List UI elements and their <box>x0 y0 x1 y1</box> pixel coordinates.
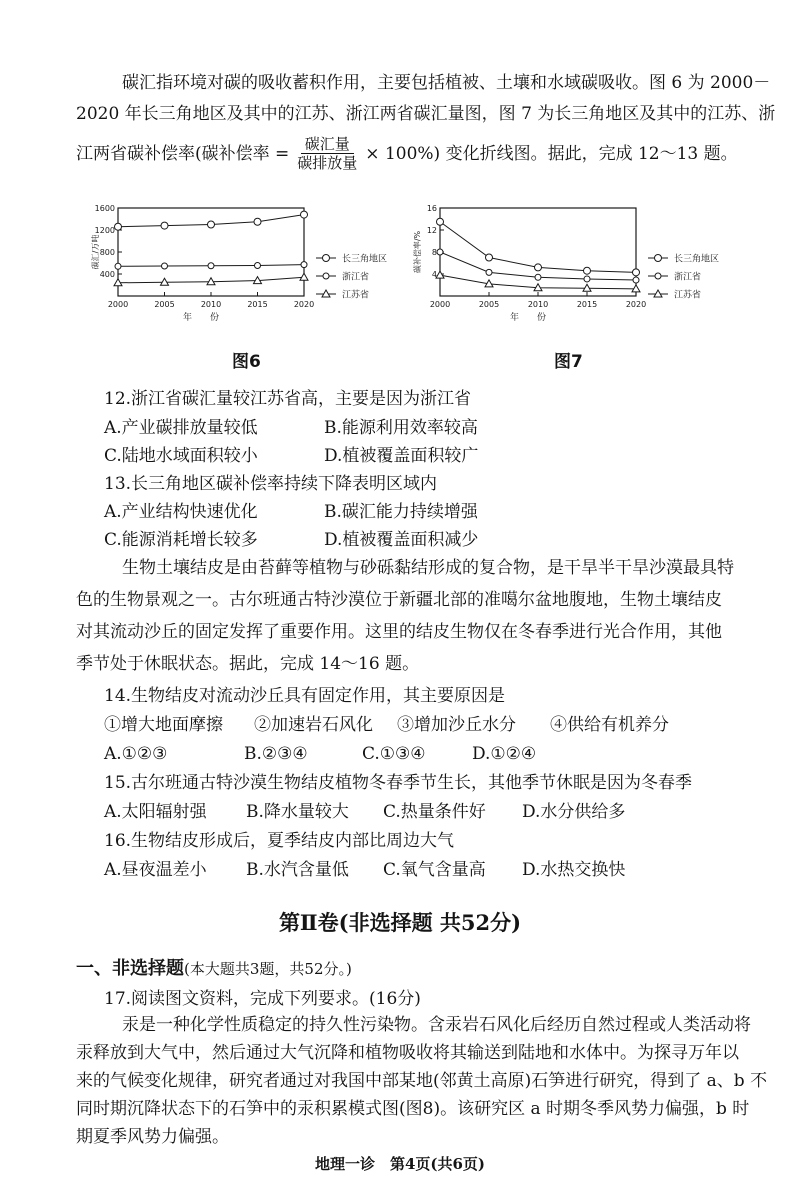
fig7-y-axis-label: 碳补偿率/% <box>413 230 422 274</box>
intro-line-3-pre: 江两省碳补偿率(碳补偿率 = <box>76 143 290 164</box>
fig6-x-tick-label: 2000 <box>107 300 129 309</box>
fig6-y-tick-label: 1200 <box>94 226 115 235</box>
fig6-x-tick-label: 2015 <box>247 300 268 309</box>
fig6-series-1-point <box>115 263 121 269</box>
intro-line-2: 2020 年长三角地区及其中的江苏、浙江两省碳汇量图，图 7 为长三角地区及其中的江苏、浙 <box>76 104 776 124</box>
fig7-legend-marker-1 <box>655 273 661 279</box>
q14-statement-4: ④供给有机养分 <box>550 715 669 735</box>
fig7-legend-marker-0 <box>655 255 662 262</box>
q17-line-5: 期夏季风势力偏强。 <box>76 1127 229 1147</box>
fig7-series-0-point <box>633 269 640 276</box>
q14-option-c: C.①③④ <box>362 744 426 764</box>
q13-option-b: B.碳汇能力持续增强 <box>324 502 478 522</box>
fig7-series-1-point <box>437 249 443 255</box>
fig7-legend-label-0: 长三角地区 <box>674 254 720 265</box>
fig6-y-tick-label: 400 <box>99 270 115 279</box>
fig7-series-1-point <box>633 277 639 283</box>
fig6-x-tick-label: 2005 <box>154 300 175 309</box>
q13-stem: 13.长三角地区碳补偿率持续下降表明区域内 <box>104 474 438 494</box>
fig6-x-axis-label: 年 份 <box>182 313 220 323</box>
fig7-legend-label-1: 浙江省 <box>674 272 702 283</box>
figure-6-caption: 图6 <box>232 352 261 372</box>
fig7-y-tick-label: 8 <box>431 248 437 257</box>
figure-6-chart <box>80 198 410 338</box>
q14-statement-3: ③增加沙丘水分 <box>397 715 516 735</box>
q17-line-3: 来的气候变化规律，研究者通过对我国中部某地(邻黄土高原)石笋进行研究，得到了 a、b 不 <box>76 1071 768 1091</box>
fig7-series-0-point <box>535 264 542 271</box>
intro-line-1: 碳汇指环境对碳的吸收蓄积作用，主要包括植被、土壤和水域碳吸收。图 6 为 2000－ <box>122 73 771 93</box>
q13-option-a: A.产业结构快速优化 <box>104 502 258 522</box>
part-1-heading <box>76 954 352 980</box>
q12-option-a: A.产业碳排放量较低 <box>104 418 258 438</box>
part-1-subtitle: (本大题共3题，共52分。) <box>184 960 352 978</box>
q16-stem: 16.生物结皮形成后，夏季结皮内部比周边大气 <box>104 831 455 851</box>
fig7-series-1-point <box>584 276 590 282</box>
q12-stem: 12.浙江省碳汇量较江苏省高，主要是因为浙江省 <box>104 389 472 409</box>
fig7-y-tick-label: 16 <box>426 204 437 213</box>
fig7-series-0-point <box>486 254 493 261</box>
fig7-series-1-point <box>486 269 492 275</box>
fraction-denominator: 碳排放量 <box>297 154 358 172</box>
fig7-series-2-point <box>436 271 444 278</box>
fig6-legend-label-2: 江苏省 <box>342 290 370 301</box>
fig6-series-2-point <box>300 273 308 280</box>
fig6-legend-label-0: 长三角地区 <box>342 254 388 265</box>
section-2-title: 第Ⅱ卷(非选择题 共52分) <box>278 910 522 935</box>
passage2-line-4: 季节处于休眠状态。据此，完成 14～16 题。 <box>76 654 420 674</box>
q15-option-d: D.水分供给多 <box>522 802 626 822</box>
fig6-series-0-point <box>208 221 215 228</box>
fig6-y-axis-label: 碳汇/万吨 <box>91 234 100 270</box>
fig7-x-tick-label: 2000 <box>429 300 451 309</box>
fig6-series-0-point <box>115 223 122 230</box>
q15-option-c: C.热量条件好 <box>383 802 486 822</box>
fig7-x-axis-label: 年 份 <box>509 313 547 323</box>
q17-line-4: 同时期沉降状态下的石笋中的汞积累模式图(图8)。该研究区 a 时期冬季风势力偏强，b 时 <box>76 1099 750 1119</box>
q16-option-c: C.氧气含量高 <box>383 860 486 880</box>
q13-option-d: D.植被覆盖面积减少 <box>324 530 479 550</box>
q16-option-d: D.水热交换快 <box>522 860 626 880</box>
fig6-series-1-point <box>208 263 214 269</box>
fig6-series-0-point <box>301 211 308 218</box>
q14-option-a: A.①②③ <box>104 744 168 764</box>
fig7-series-0-point <box>437 218 444 225</box>
figure-7-caption: 图7 <box>554 352 583 372</box>
q13-option-c: C.能源消耗增长较多 <box>104 530 258 550</box>
q15-option-a: A.太阳辐射强 <box>104 802 207 822</box>
fig7-x-tick-label: 2010 <box>527 300 549 309</box>
q17-stem: 17.阅读图文资料，完成下列要求。(16分) <box>104 989 421 1009</box>
fig7-series-1-point <box>535 274 541 280</box>
fig7-x-tick-label: 2020 <box>625 300 647 309</box>
fig6-legend-label-1: 浙江省 <box>342 272 370 283</box>
fig6-x-tick-label: 2010 <box>200 300 222 309</box>
fig6-legend-marker-0 <box>323 255 330 262</box>
fig6-series-1-point <box>162 263 168 269</box>
carbon-ratio-fraction <box>293 135 361 172</box>
fraction-numerator: 碳汇量 <box>301 135 354 154</box>
q14-option-d: D.①②④ <box>472 744 537 764</box>
q12-option-d: D.植被覆盖面积较广 <box>324 446 479 466</box>
fig6-series-1-point <box>255 262 261 268</box>
q12-option-c: C.陆地水域面积较小 <box>104 446 258 466</box>
figure-7-chart <box>410 198 720 338</box>
fig6-y-tick-label: 800 <box>99 248 115 257</box>
fig6-x-tick-label: 2020 <box>293 300 315 309</box>
page-footer: 地理一诊 第4页(共6页) <box>314 1155 486 1173</box>
fig7-x-tick-label: 2005 <box>478 300 500 309</box>
q15-option-b: B.降水量较大 <box>246 802 349 822</box>
q12-option-b: B.能源利用效率较高 <box>324 418 478 438</box>
q14-stem: 14.生物结皮对流动沙丘具有固定作用，其主要原因是 <box>104 686 506 706</box>
part-1-title: 一、非选择题 <box>76 958 184 979</box>
passage2-line-3: 对其流动沙丘的固定发挥了重要作用。这里的结皮生物仅在冬春季进行光合作用，其他 <box>76 622 722 642</box>
fig7-y-tick-label: 4 <box>431 270 437 279</box>
fig6-y-tick-label: 1600 <box>94 204 115 213</box>
fig6-series-0-point <box>254 218 261 225</box>
fig6-series-1-point <box>301 262 307 268</box>
q14-statement-1: ①增大地面摩擦 <box>104 715 223 735</box>
fig7-series-0-point <box>584 267 591 274</box>
q14-statement-2: ②加速岩石风化 <box>254 715 373 735</box>
intro-line-3-post: × 100%) 变化折线图。据此，完成 12～13 题。 <box>365 143 738 164</box>
q16-option-b: B.水汽含量低 <box>246 860 349 880</box>
q17-line-2: 汞释放到大气中，然后通过大气沉降和植物吸收将其输送到陆地和水体中。为探寻万年以 <box>76 1043 739 1063</box>
fig7-y-tick-label: 12 <box>426 226 437 235</box>
intro-line-3 <box>76 135 738 172</box>
fig6-series-0-point <box>161 222 168 229</box>
fig7-x-tick-label: 2015 <box>576 300 598 309</box>
q17-line-1: 汞是一种化学性质稳定的持久性污染物。含汞岩石风化后经历自然过程或人类活动将 <box>122 1015 751 1035</box>
passage2-line-2: 色的生物景观之一。古尔班通古特沙漠位于新疆北部的准噶尔盆地腹地，生物土壤结皮 <box>76 590 722 610</box>
q14-option-b: B.②③④ <box>244 744 308 764</box>
passage2-line-1: 生物土壤结皮是由苔藓等植物与砂砾黏结形成的复合物，是干旱半干旱沙漠最具特 <box>122 558 734 578</box>
q16-option-a: A.昼夜温差小 <box>104 860 207 880</box>
q15-stem: 15.古尔班通古特沙漠生物结皮植物冬春季节生长，其他季节休眠是因为冬春季 <box>104 773 693 793</box>
fig6-legend-marker-1 <box>323 273 329 279</box>
fig7-legend-label-2: 江苏省 <box>674 290 702 301</box>
